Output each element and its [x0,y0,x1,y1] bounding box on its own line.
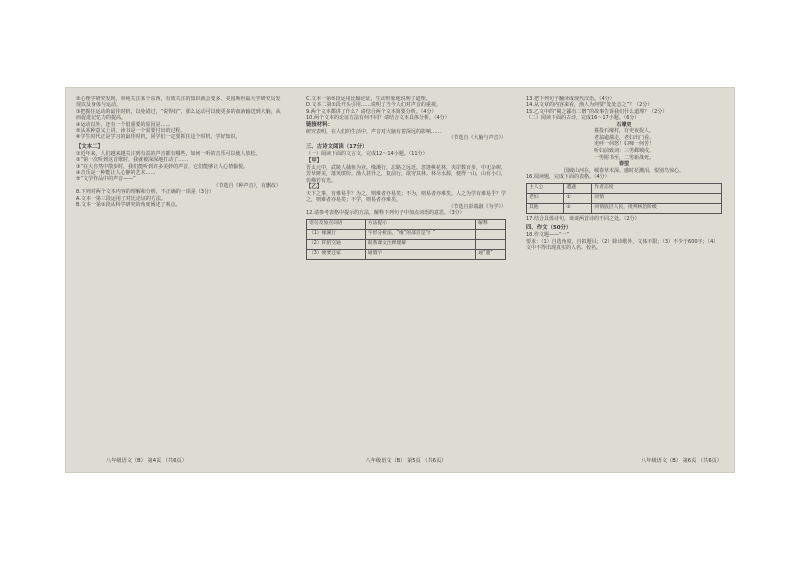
poem-line: 听妇前致词：三男邺城戍。 [593,148,654,154]
table-cell: （3）便要还家 [307,249,366,259]
poem-line: 暮投石壕村，有吏夜捉人。 [593,128,654,135]
poem-analysis-table [526,183,722,214]
table-header: 作者态度 [592,183,722,193]
paragraph: ⑤从某种意义上讲，读书是一个需要付出的过程。 [76,128,186,135]
exam-page-6 [526,96,722,466]
table-header: 遭遇 [564,183,592,193]
page-footer: 八年级语文（B） 第6页 （共6页） [641,458,722,464]
scanned-exam-sheet [66,88,734,472]
classical-text-yi: 天下之事，有难易乎？为之，则难者亦易矣；不为，则易者亦难矣。人之为学有难易乎？学之，则难者亦易矣；不学，则易者亦难矣。 [306,191,506,204]
table-cell: 同情 [592,193,722,203]
table-cell: 同情底层人民，批判统治阶级 [592,203,722,213]
poem-line: 老翁逾墙走，老妇出门看。 [593,134,654,141]
table-row [527,193,722,203]
paragraph: ⑥学生时代正是学习的最佳时机，同学们一定要抓住这个时机，学好知识。 [76,134,241,141]
source-note: （节选自《种声音》，有删改） [213,182,281,189]
question-16: 16.阅读题，完成下面的表格。（4分） [526,174,610,181]
classical-text-jia: 晋太元中，武陵人捕鱼为业。缘溪行，忘路之远近。忽逢桃花林，夹岸数百步，中无杂树，芳草鲜美，落英缤纷。渔人甚异之，复前行，欲穷其林。林尽水源，便得一山，山有小口，仿佛若有光。 [306,164,506,184]
section-heading: 四、作文（50分） [526,225,572,232]
question-14: 14.从文章的内容来看，渔人为何要“处处志之”？（2分） [526,102,653,109]
poem-title: 石壕吏 [616,121,632,128]
vocab-table [306,219,506,260]
table-cell [476,239,506,249]
table-row [307,229,506,239]
poem-line: 国破山河在，城春草木深。感时花溅泪，恨别鸟惊心。 [563,167,684,174]
section-heading: 三、古诗文阅读（17分） [306,144,368,151]
question-13: 13.把下列句子翻译成现代汉语。（4分） [526,96,615,102]
table-cell: 字形分析法，“缘”的部首是“纟” [365,229,475,239]
source-note: （节选自《大脑与声音》） [448,135,506,142]
paragraph: ④运动以外，还有一个很重要的原因是…… [76,121,171,128]
section-label: 【文本二】 [76,143,103,150]
paragraph: ⑤“文学作品中的声音——” [76,176,136,183]
table-cell: （1）缘溪行 [307,229,366,239]
table-cell: 老妇 [527,193,564,203]
table-header: 主人公 [527,183,564,193]
paragraph: ③“在大自然中散步时，我们能听到许多美妙的声音，它们能够让人心情愉悦。 [76,163,249,170]
table-cell: （2）阡陌交通 [307,239,366,249]
question-9: 9.两个文本都讲了什么？请结合两个文本简要分析。（4分） [306,108,437,115]
poem-line: 吏呼一何怒！妇啼一何苦！ [593,141,654,148]
question-12: 12.请参考表格中提示的方法，解释下列句子中加点词语的意思。（3分） [306,210,465,217]
option-a: A.文本一第三段运用了对比论证的方法。 [76,195,166,202]
page-footer: 八年级语文（B） 第5页 （共6页） [365,458,447,464]
table-header: 方法提示 [365,219,475,229]
table-cell: 通假字 [365,249,475,259]
text-label-yi: 【乙】 [306,184,323,191]
page-footer: 八年级语文（B） 第4页 （共6页） [106,458,187,464]
sub-heading: （二）阅读下面的古诗，完成16～17小题。（6分） [526,115,640,122]
link-material-text: 研究表明，在人们的生活中，声音对大脑有着深远的影响…… [306,128,442,135]
question-17: 17.结合具体诗句，谈谈两首诗的不同之处。（2分） [526,215,640,222]
text-label-jia: 【甲】 [306,157,323,164]
option-c: C.文本一第⑤段运用比喻论证，生动形象地说明了道理。 [306,96,431,102]
option-b: B.文本一第②段从科学研究的角度阐述了观点。 [76,202,181,209]
table-row [307,239,506,249]
option-d: D.文本二第①段开头引用……说明了当今人们对声音的重视。 [306,102,441,109]
table-header: 语句及加点词语 [307,219,366,229]
table-row [307,249,506,259]
table-cell: ① [564,193,592,203]
question-8: 8.下列对两个文本内容的理解和分析，不正确的一项是（3分） [76,189,214,196]
table-cell [476,229,506,239]
table-cell: 通“邀” [476,249,506,259]
question-15: 15.乙文中的“蜀之鄙有二僧”的故事告诉我们什么道理？（2分） [526,108,668,115]
poem-line: 一男附书至，二男新战死。 [593,154,654,161]
paragraph: ①近年来，人们越来越关注到有益的声音都有哪些，如何一听的音乐可以使人放松。 [76,150,261,157]
table-cell: 其他 [527,203,564,213]
question-18: 18.作文题——“一” [526,232,570,239]
table-cell: 联系课文注释理解 [365,239,475,249]
paragraph: ④音乐是一种能让人心静的艺术…… [76,170,156,177]
poem-title: 春望 [618,161,629,168]
table-row [527,203,722,213]
table-cell: ② [564,203,592,213]
source-note: （节选自彭端淑《为学》） [448,203,506,210]
sub-heading: （一）阅读下面的文言文，完成12～14小题。（11分） [306,151,428,158]
paragraph: ③把握住运动的最佳时机，以免错过，“说得好”，那么运动可以使更多的血液输送到大脑，从而促进记忆力的提高。 [76,108,281,122]
table-header: 解释 [476,219,506,229]
paragraph: ②心理学研究发现，单纯关注某个东西，有效关注的知识就会变多，美国斯坦福大学研究员发现以及身体与运动。 [76,96,281,109]
paragraph: ②”第一次听到这首歌时，我就被深深地打动了…… [76,157,189,164]
exam-page-5 [306,96,506,466]
essay-requirements: 要求：（1）自选角度，自拟题目；（2）除诗歌外，文体不限；（3）不少于600字；（4）文中不得出现真实的人名、校名。 [526,238,719,251]
question-10: 10.两个文本的论证方法有何不同？请结合文本具体分析。（4分） [306,115,450,122]
exam-page-4 [76,96,281,466]
link-material-title: 链接材料： [306,121,333,128]
